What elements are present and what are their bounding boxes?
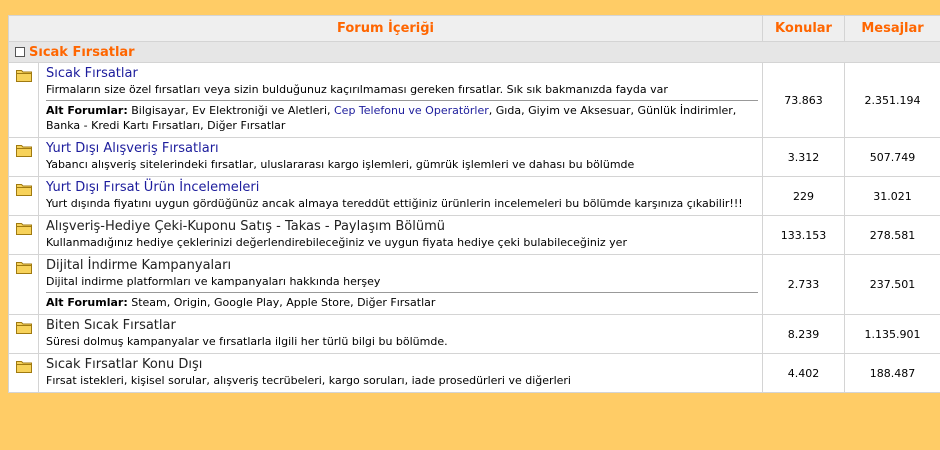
forum-description: Süresi dolmuş kampanyalar ve fırsatlarla ilgili her türlü bilgi bu bölümde. [46, 335, 448, 348]
folder-icon [16, 144, 32, 157]
subforums-label: Alt Forumlar: [46, 296, 128, 309]
forum-row [9, 63, 940, 138]
forum-description: Kullanmadığınız hediye çeklerinizi değerlendirebileceğiniz ve uygun fiyata hediye çeki bulabileceğiniz yer [46, 236, 627, 249]
forum-row [9, 138, 940, 177]
folder-icon [16, 261, 32, 274]
forum-row [9, 255, 940, 315]
topics-count: 2.733 [763, 255, 845, 315]
category-title[interactable]: Sıcak Fırsatlar [29, 44, 135, 60]
posts-count: 31.021 [845, 177, 940, 216]
posts-count: 2.351.194 [845, 63, 940, 138]
forum-table [8, 15, 940, 393]
header-topics[interactable]: Konular [763, 16, 845, 42]
subforum-link-cep-telefonu[interactable]: Cep Telefonu ve Operatörler [334, 104, 489, 117]
subforum-links-more[interactable]: , Gıda, Giyim ve Aksesuar, Günlük İndirimler, Banka - Kredi Kartı Fırsatları, Diğer Fırsatlar [46, 104, 737, 132]
topics-count: 8.239 [763, 315, 845, 354]
posts-count: 188.487 [845, 354, 940, 393]
subforum-links[interactable]: Bilgisayar, Ev Elektroniği ve Aletleri, [131, 104, 331, 117]
topics-count: 229 [763, 177, 845, 216]
forum-title-link[interactable]: Sıcak Fırsatlar Konu Dışı [46, 357, 203, 372]
forum-description: Firmaların size özel fırsatları veya sizin bulduğunuz kaçırılmaması gereken fırsatlar. Sık sık bakmanızda fayda var [46, 83, 668, 96]
forum-row [9, 354, 940, 393]
folder-icon [16, 183, 32, 196]
forum-title-link[interactable]: Dijital İndirme Kampanyaları [46, 258, 232, 273]
subforums-label: Alt Forumlar: [46, 104, 128, 117]
subforum-links[interactable]: Steam, Origin, Google Play, Apple Store, Diğer Fırsatlar [131, 296, 436, 309]
posts-count: 1.135.901 [845, 315, 940, 354]
posts-count: 278.581 [845, 216, 940, 255]
folder-icon [16, 69, 32, 82]
forum-listing [8, 15, 940, 393]
header-posts[interactable]: Mesajlar [845, 16, 940, 42]
posts-count: 507.749 [845, 138, 940, 177]
forum-title-link[interactable]: Yurt Dışı Fırsat Ürün İncelemeleri [46, 180, 260, 195]
forum-row [9, 315, 940, 354]
forum-description: Dijital indirme platformları ve kampanyaları hakkında herşey [46, 275, 381, 288]
forum-row [9, 177, 940, 216]
forum-title-link[interactable]: Yurt Dışı Alışveriş Fırsatları [46, 141, 219, 156]
posts-count: 237.501 [845, 255, 940, 315]
topics-count: 133.153 [763, 216, 845, 255]
forum-title-link[interactable]: Alışveriş-Hediye Çeki-Kuponu Satış - Takas - Paylaşım Bölümü [46, 219, 446, 234]
table-header [9, 16, 940, 42]
forum-description: Yurt dışında fiyatını uygun gördüğünüz ancak almaya tereddüt ettiğiniz ürünlerin incelemeleri bu bölümde karşınıza çıkabilir!!! [46, 197, 743, 210]
forum-row [9, 216, 940, 255]
folder-icon [16, 360, 32, 373]
forum-description: Yabancı alışveriş sitelerindeki fırsatlar, uluslararası kargo işlemleri, gümrük işlemleri ve dahası bu bölümde [46, 158, 635, 171]
forum-title-link[interactable]: Sıcak Fırsatlar [46, 66, 138, 81]
header-content: Forum İçeriği [9, 16, 763, 42]
forum-description: Fırsat istekleri, kişisel sorular, alışveriş tecrübeleri, kargo soruları, iade prosedürleri ve diğerleri [46, 374, 571, 387]
folder-icon [16, 222, 32, 235]
category-row [9, 42, 940, 63]
topics-count: 73.863 [763, 63, 845, 138]
forum-title-link[interactable]: Biten Sıcak Fırsatlar [46, 318, 176, 333]
topics-count: 3.312 [763, 138, 845, 177]
collapse-toggle-icon[interactable] [15, 47, 25, 57]
subforums [46, 100, 758, 133]
folder-icon [16, 321, 32, 334]
topics-count: 4.402 [763, 354, 845, 393]
subforums [46, 292, 758, 310]
